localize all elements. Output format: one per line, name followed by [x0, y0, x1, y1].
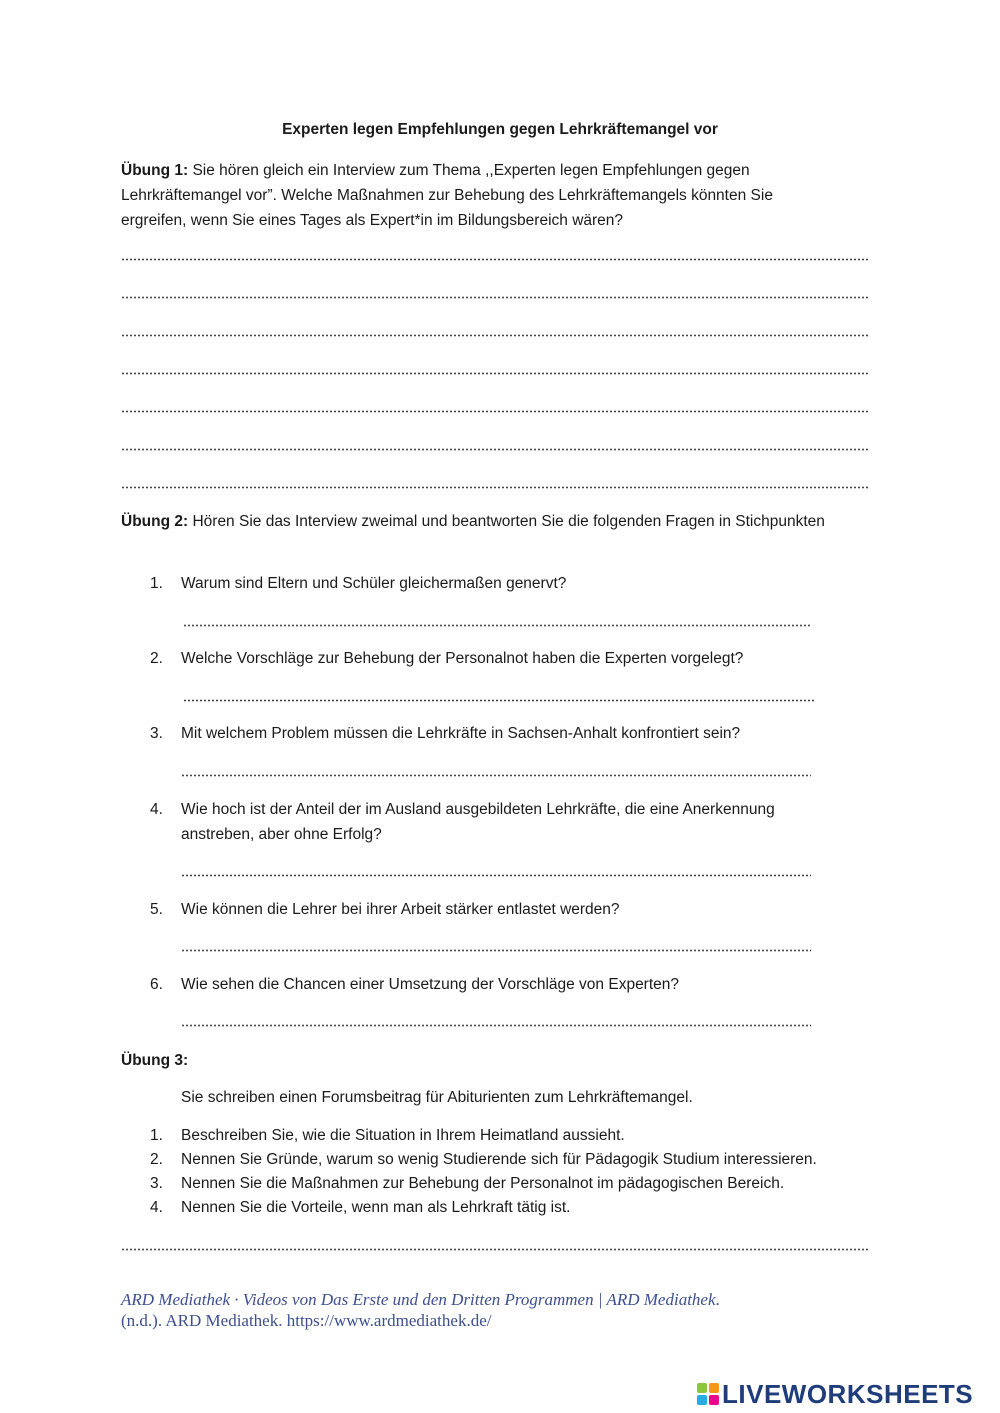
exercise-1-text: Sie hören gleich ein Interview zum Thema ,,Experten legen Empfehlungen gegen Lehrkräftemangel vor”. Welche Maßnahmen zur Behebung des Lehrkräftemangels könnten Sie ergreifen, wenn Sie eines Tages als Expert*in im Bildungsbereich wären? — [121, 162, 773, 229]
exercise-2-label: Übung 2: — [121, 513, 189, 530]
question-number: 2. — [150, 650, 163, 667]
task-number: 3. — [150, 1175, 163, 1192]
answer-line-3[interactable] — [121, 334, 870, 337]
exercise-2-instructions — [121, 509, 841, 534]
question-2-answer-line[interactable] — [183, 699, 815, 702]
source-reference — [121, 1289, 881, 1331]
question-number: 1. — [150, 575, 163, 592]
question-number: 3. — [150, 725, 163, 742]
question-text: Wie sehen die Chancen einer Umsetzung der Vorschläge von Experten? — [181, 976, 680, 993]
exercise-3-label: Übung 3: — [121, 1052, 189, 1069]
answer-line-4[interactable] — [121, 372, 870, 375]
reference-dot: . — [715, 1290, 720, 1309]
question-number: 6. — [150, 976, 163, 993]
reference-title: ARD Mediathek · Videos von Das Erste und den Dritten Programmen | ARD Mediathek — [121, 1290, 716, 1309]
exercise-1-instructions — [121, 158, 841, 233]
exercise-3-intro: Sie schreiben einen Forumsbeitrag für Abiturienten zum Lehrkräftemangel. — [181, 1089, 693, 1106]
question-text: Wie hoch ist der Anteil der im Ausland ausgebildeten Lehrkräfte, die eine Anerkennung anstreben, aber ohne Erfolg? — [181, 801, 775, 843]
liveworksheets-logo — [697, 1379, 973, 1409]
liveworksheets-logo-icon — [697, 1383, 719, 1405]
question-3-answer-line[interactable] — [181, 774, 811, 777]
question-number: 5. — [150, 901, 163, 918]
question-4-answer-line[interactable] — [181, 874, 811, 877]
exercise-3-answer-line[interactable] — [121, 1248, 870, 1251]
question-text: Warum sind Eltern und Schüler gleichermaßen genervt? — [181, 575, 567, 592]
answer-line-5[interactable] — [121, 410, 870, 413]
worksheet-title: Experten legen Empfehlungen gegen Lehrkräftemangel vor — [282, 121, 718, 138]
task-text: Beschreiben Sie, wie die Situation in Ihrem Heimatland aussieht. — [181, 1127, 625, 1144]
task-number: 1. — [150, 1127, 163, 1144]
question-text: Wie können die Lehrer bei ihrer Arbeit stärker entlastet werden? — [181, 901, 620, 918]
answer-line-1[interactable] — [121, 258, 870, 261]
answer-line-6[interactable] — [121, 448, 870, 451]
exercise-1-label: Übung 1: — [121, 162, 189, 179]
task-number: 4. — [150, 1199, 163, 1216]
exercise-2-text: Hören Sie das Interview zweimal und beantworten Sie die folgenden Fragen in Stichpunkten — [188, 513, 825, 530]
task-number: 2. — [150, 1151, 163, 1168]
task-text: Nennen Sie die Vorteile, wenn man als Lehrkraft tätig ist. — [181, 1199, 571, 1216]
question-1-answer-line[interactable] — [183, 624, 811, 627]
question-text: Mit welchem Problem müssen die Lehrkräfte in Sachsen-Anhalt konfrontiert sein? — [181, 725, 741, 742]
task-text: Nennen Sie Gründe, warum so wenig Studierende sich für Pädagogik Studium interessieren. — [181, 1151, 817, 1168]
liveworksheets-logo-text: LIVEWORKSHEETS — [722, 1378, 974, 1409]
answer-line-2[interactable] — [121, 296, 870, 299]
reference-line-2: (n.d.). ARD Mediathek. https://www.ardmediathek.de/ — [121, 1311, 492, 1330]
question-6-answer-line[interactable] — [181, 1024, 811, 1027]
question-text: Welche Vorschläge zur Behebung der Personalnot haben die Experten vorgelegt? — [181, 650, 744, 667]
question-5-answer-line[interactable] — [181, 949, 811, 952]
task-text: Nennen Sie die Maßnahmen zur Behebung der Personalnot im pädagogischen Bereich. — [181, 1175, 785, 1192]
question-number: 4. — [150, 801, 163, 818]
answer-line-7[interactable] — [121, 486, 870, 489]
